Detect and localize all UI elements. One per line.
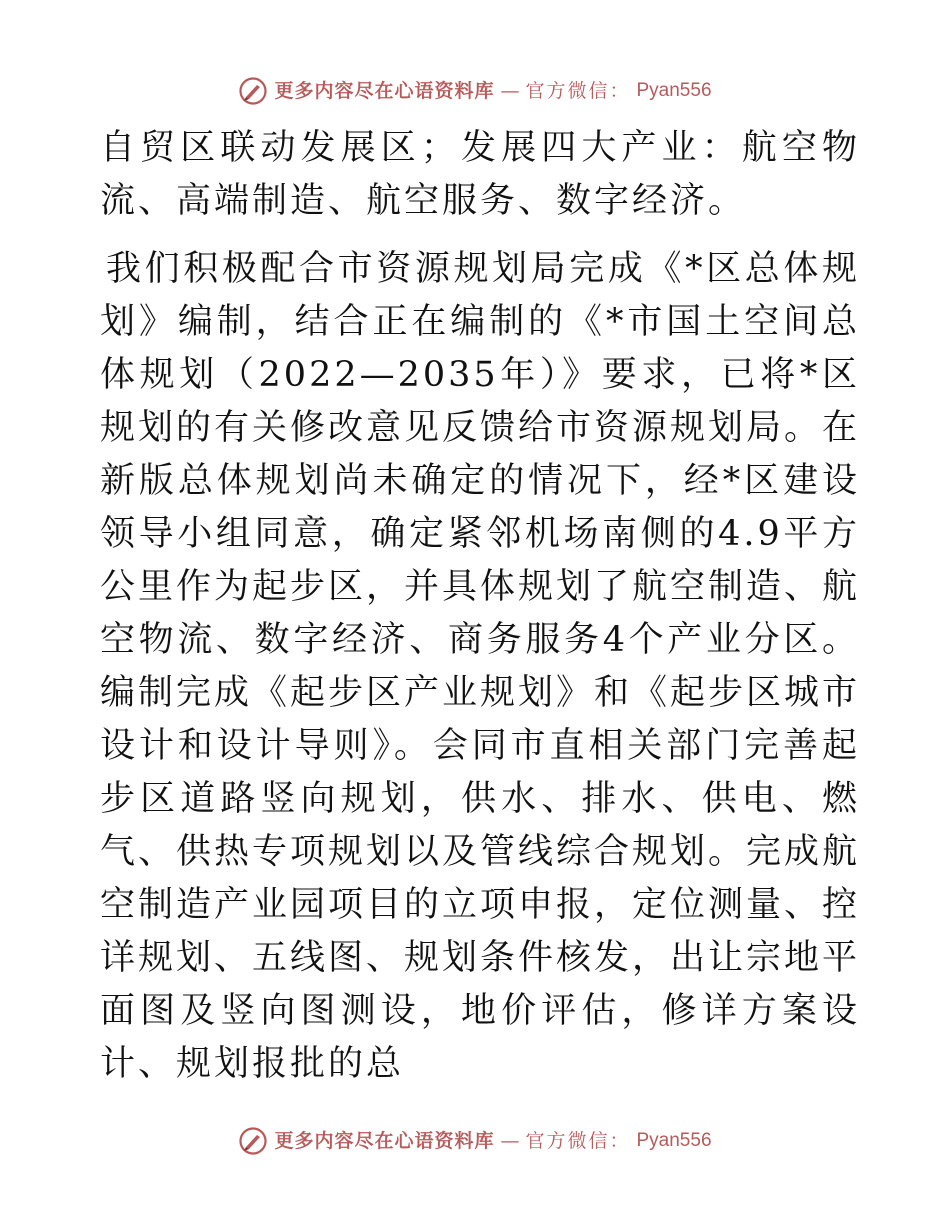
watermark-dash: —: [500, 1130, 520, 1152]
watermark-slogan: 更多内容尽在心语资料库: [274, 1130, 495, 1152]
watermark-wechat-id: Pyan556: [636, 80, 712, 101]
footer-watermark: [0, 1126, 950, 1156]
quill-pen-circle-icon: [238, 1126, 268, 1156]
paragraph-continuation: 自贸区联动发展区；发展四大产业：航空物流、高端制造、航空服务、数字经济。: [100, 128, 860, 221]
watermark-wechat-id: Pyan556: [636, 1130, 712, 1151]
paragraph-planning: 我们积极配合市资源规划局完成《*区总体规划》编制，结合正在编制的《*市国土空间总体规划（2022—2035年）》要求，已将*区规划的有关修改意见反馈给市资源规划局。在新版总体规划尚未确定的情况下，经*区建设领导小组同意，确定紧邻机场南侧的4.9平方公里作为起步区，并具体规划了航空制造、航空物流、数字经济、商务服务4个产业分区。编制完成《起步区产业规划》和《起步区城市设计和设计导则》。会同市直相关部门完善起步区道路竖向规划，供水、排水、供电、燃气、供热专项规划以及管线综合规划。完成航空制造产业园项目的立项申报，定位测量、控详规划、五线图、规划条件核发，出让宗地平面图及竖向图测设，地价评估，修详方案设计、规划报批的总: [100, 249, 861, 1084]
document-body: [100, 122, 860, 1091]
watermark-official-label: 官方微信：: [525, 1130, 631, 1152]
watermark-official-label: 官方微信：: [525, 80, 631, 102]
watermark-slogan: 更多内容尽在心语资料库: [274, 80, 495, 102]
quill-pen-circle-icon: [238, 76, 268, 106]
watermark-dash: —: [500, 80, 520, 102]
header-watermark: [0, 76, 950, 106]
